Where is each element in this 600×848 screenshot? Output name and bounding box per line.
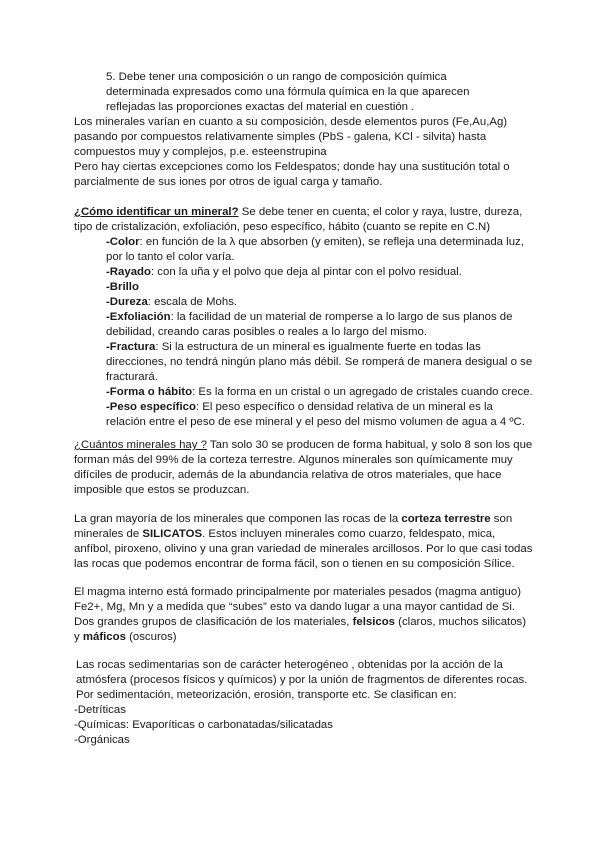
list-item: -Detríticas [74,704,126,716]
how-many-minerals-paragraph: ¿Cuántos minerales hay ? Tan solo 30 se producen de forma habitual, y solo 8 son los que forman más del 99% de la corteza terrestre. Algunos minerales son químicamente muy difíciles de producir, además de la abundancia relativa de otros materiales, que hace imposible que estos se produzcan. [74,439,533,496]
list-item-forma: -Forma o hábito: Es la forma en un cristal o un agregado de cristales cuando crece. [106,386,533,398]
list-item: -Químicas: Evaporíticas o carbonatadas/silicatadas [74,719,333,731]
list-item: -Orgánicas [74,734,130,746]
identify-mineral-question: ¿Cómo identificar un mineral? [74,206,239,218]
list-item-brillo: -Brillo [106,281,139,293]
list-item-dureza: -Dureza: escala de Mohs. [106,296,238,308]
identify-mineral-paragraph [74,205,534,235]
paragraph-exceptions: Pero hay ciertas excepciones como los Feldespatos; donde hay una sustitución total o parcialmente de sus iones por otros de igual carga y tamaño. [74,161,510,188]
list-item-peso: -Peso específico: El peso específico o densidad relativa de un mineral es la relación entre el peso de ese mineral y el peso del mismo volumen de agua a 4 ºC. [106,401,525,428]
identify-mineral-intro: Se debe tener en cuenta; el color y raya, lustre, dureza, tipo de cristalización, exfoliación, peso específico, hábito (cuanto se repite en C.N) [74,206,523,233]
sedimentary-types-list [74,703,534,748]
list-item-color: -Color: en función de la λ que absorben (y emiten), se refleja una determinada luz, por lo tanto el color varía. [106,236,524,263]
list-item-exfoliacion: -Exfoliación: la facilidad de un material de romperse a lo largo de sus planos de debilidad, creando caras posibles o reales a lo largo del mismo. [106,311,513,338]
list-item-fractura: -Fractura: Si la estructura de un mineral es igualmente fuerte en todas las direcciones, no tendrá ningún plano más débil. Se romperá de manera desigual o se fracturará. [106,341,533,383]
magma-paragraph: El magma interno está formado principalmente por materiales pesados (magma antiguo) Fe2+, Mg, Mn y a medida que “subes” esto va dando lugar a una mayor cantidad de Si. Dos grandes grupos de clasificación de los materiales, felsicos (claros, muchos silicatos) y máficos (oscuros) [74,586,527,643]
point-5: 5. Debe tener una composición o un rango de composición química determinada expresados como una fórmula química en la que aparecen reflejadas las proporciones exactas del material en cuestión . [106,71,470,113]
how-many-question: ¿Cuántos minerales hay ? [74,439,207,451]
sedimentary-paragraph: Las rocas sedimentarias son de carácter heterogéneo , obtenidas por la acción de la atmósfera (procesos físicos y químicos) y por la unión de fragmentos de diferentes rocas. Por sedimentación, meteorización, erosión, transporte etc. Se clasifican en: [76,659,528,701]
silicates-paragraph: La gran mayoría de los minerales que componen las rocas de la corteza terrestre son minerales de SILICATOS. Estos incluyen minerales como cuarzo, feldespato, mica, anfíbol, piroxeno, olivino y una gran variedad de minerales arcillosos. Por lo que casi todas las rocas que podemos encontrar de forma fácil, son o tienen en su composición Sílice. [74,513,533,570]
list-item-rayado: -Rayado: con la uña y el polvo que deja al pintar con el polvo residual. [106,266,462,278]
identification-list [106,235,534,430]
paragraph-minerals-composition: Los minerales varían en cuanto a su composición, desde elementos puros (Fe,Au,Ag) pasando por compuestos relativamente simples (PbS - galena, KCl - silvita) hasta compuestos muy y complejos, p.e. esteenstrupina [74,116,508,158]
